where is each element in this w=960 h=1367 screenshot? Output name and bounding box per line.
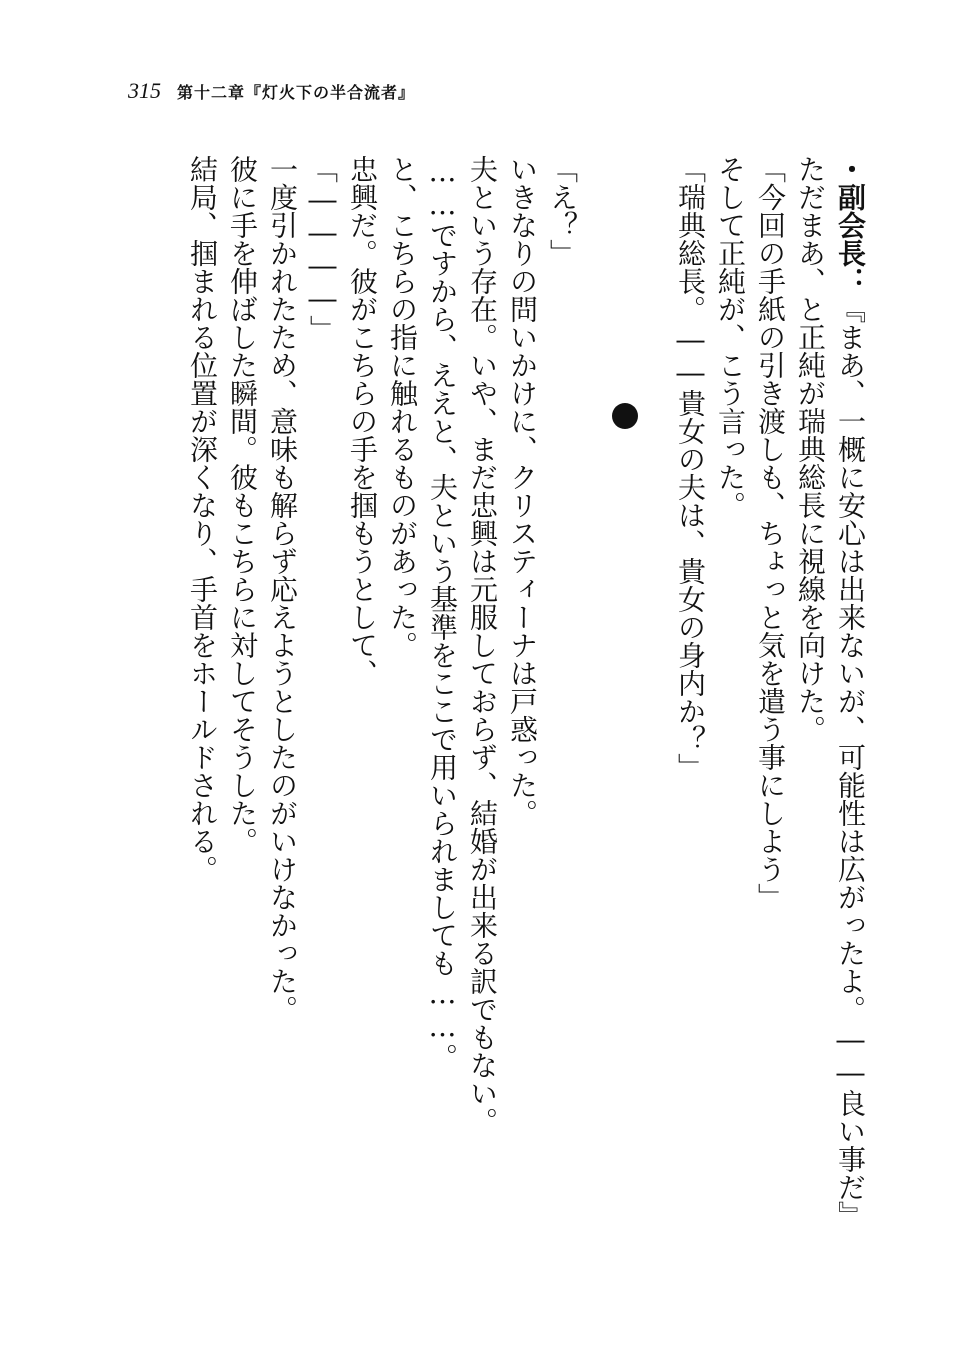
line-text: 「――――」 xyxy=(306,155,339,343)
text-line-13 xyxy=(262,155,302,1255)
text-line-3 xyxy=(750,155,790,1255)
line-text: ただまあ、と正純が瑞典総長に視線を向けた。 xyxy=(794,155,827,743)
text-line-14 xyxy=(222,155,262,1255)
line-text: 彼に手を伸ばした瞬間。彼もこちらに対してそうした。 xyxy=(226,155,259,855)
text-line-6 xyxy=(542,155,582,1255)
text-line-12 xyxy=(302,155,342,1255)
text-line-5 xyxy=(670,155,710,1255)
text-line-10 xyxy=(382,155,422,1255)
chapter-title: 第十二章『灯火下の半合流者』 xyxy=(177,83,416,102)
text-line-11 xyxy=(342,155,382,1255)
running-header xyxy=(128,78,415,108)
line-text: 結局、掴まれる位置が深くなり、手首をホールドされる。 xyxy=(186,155,219,883)
line-text: そして正純が、こう言った。 xyxy=(714,155,747,519)
text-line-8 xyxy=(462,155,502,1255)
line-text: 夫という存在。いや、まだ忠興は元服しておらず、結婚が出来る訳でもない。 xyxy=(466,155,499,1135)
vertical-body-text xyxy=(118,155,870,1255)
line-text: 忠興だ。彼がこちらの手を掴もうとして、 xyxy=(346,155,379,687)
scene-break xyxy=(582,155,670,1255)
line-text: 「今回の手紙の引き渡しも、ちょっと気を遣う事にしよう」 xyxy=(754,155,787,911)
line-text: いきなりの問いかけに、クリスティーナは戸惑った。 xyxy=(506,155,539,827)
line-text: と、こちらの指に触れるものがあった。 xyxy=(386,155,419,659)
text-line-1 xyxy=(830,155,870,1255)
text-line-7 xyxy=(502,155,542,1255)
text-line-9 xyxy=(422,155,462,1255)
line-text: 『まあ、一概に安心は出来ないが、可能性は広がったよ。――良い事だ』 xyxy=(834,295,867,1229)
speaker-label: ・副会長： xyxy=(834,155,867,295)
line-text: 「瑞典総長。――貴女の夫は、貴女の身内か？」 xyxy=(674,155,707,781)
line-text: 一度引かれたため、意味も解らず応えようとしたのがいけなかった。 xyxy=(266,155,299,1023)
line-text: ……ですから、ええと、夫という基準をここで用いられましても……。 xyxy=(426,155,459,1071)
line-text: 「え？」 xyxy=(546,155,579,267)
scene-break-dot xyxy=(612,403,638,429)
text-line-4 xyxy=(710,155,750,1255)
text-line-2 xyxy=(790,155,830,1255)
page-number: 315 xyxy=(128,78,161,103)
text-line-15 xyxy=(182,155,222,1255)
